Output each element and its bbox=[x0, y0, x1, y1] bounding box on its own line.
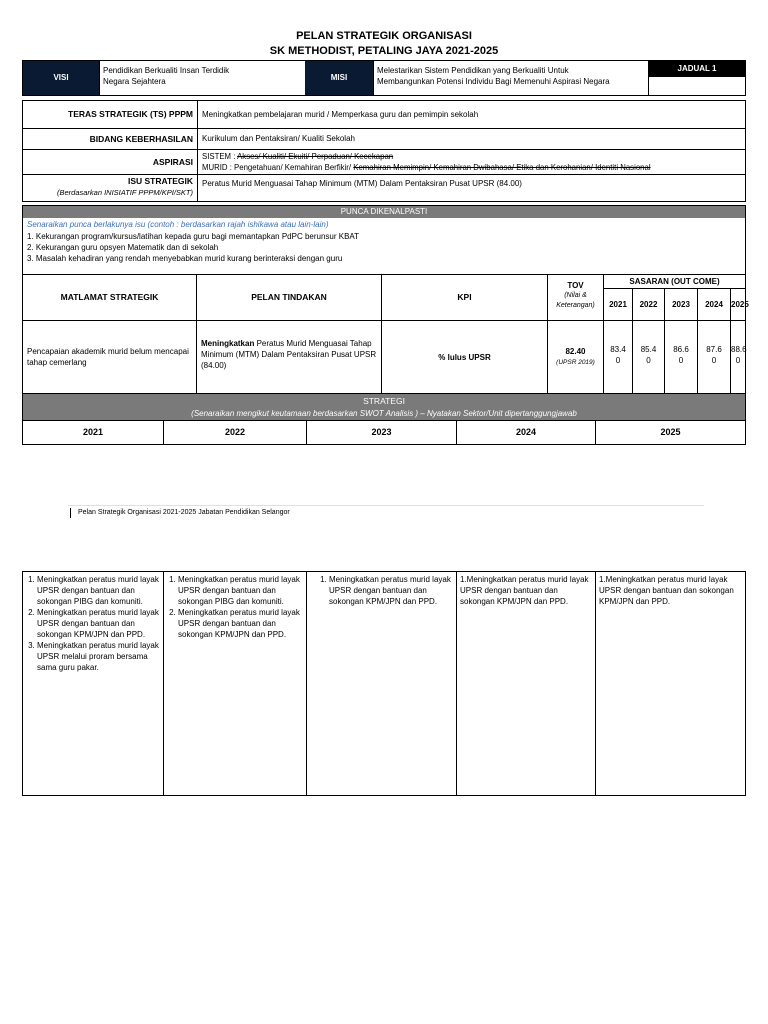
strategi-year-2025: 2025 bbox=[595, 421, 745, 444]
target-2023: 86.6 0 bbox=[664, 320, 697, 394]
visi-text bbox=[99, 61, 305, 95]
punca-item-2: 2. Kekurangan guru opsyen Matematik dan di sekolah bbox=[27, 243, 219, 252]
target-2024: 87.6 0 bbox=[697, 320, 730, 394]
header-row bbox=[22, 60, 746, 96]
teras-value: Meningkatkan pembelajaran murid / Memperkasa guru dan pemimpin sekolah bbox=[197, 101, 745, 128]
row-tov-note: (UPSR 2019) bbox=[556, 359, 595, 366]
aspirasi-label: ASPIRASI bbox=[152, 157, 193, 167]
col-kpi: KPI bbox=[381, 275, 547, 320]
aspirasi-value bbox=[197, 150, 745, 174]
bidang-label: BIDANG KEBERHASILAN bbox=[89, 134, 193, 144]
year-2024: 2024 bbox=[697, 289, 730, 320]
footer-bar bbox=[70, 508, 71, 518]
misi-label: MISI bbox=[305, 61, 373, 95]
bidang-row bbox=[22, 128, 746, 150]
target-2022: 85.4 0 bbox=[632, 320, 664, 394]
plan-col-2024: 1.Meningkatkan peratus murid layak UPSR dengan bantuan dan sokongan KPM/JPN dan PPD. bbox=[456, 572, 595, 795]
bidang-value: Kurikulum dan Pentaksiran/ Kualiti Sekolah bbox=[197, 129, 745, 149]
isu-sub: (Berdasarkan INISIATIF PPPM/KPI/SKT) bbox=[56, 188, 193, 197]
isu-label-block bbox=[23, 175, 197, 201]
punca-hint: Senaraikan punca berlakunya isu (contoh : berdasarkan rajah ishikawa atau lain-lain) bbox=[27, 220, 329, 229]
strategi-year-2021: 2021 bbox=[82, 427, 104, 437]
plan-list-2021 bbox=[25, 574, 160, 673]
year-2021: 2021 bbox=[603, 289, 632, 320]
row-pelan-bold: Meningkatkan bbox=[201, 339, 255, 348]
strategi-sub: (Senaraikan mengikut keutamaan berdasarkan SWOT Analisis ) – Nyatakan Sektor/Unit dipertanggungjawab bbox=[191, 409, 577, 418]
plan-item: 2. Meningkatkan peratus murid layak UPSR dengan bantuan dan sokongan KPM/JPN dan PPD. bbox=[37, 607, 160, 640]
row-matlamat: Pencapaian akademik murid belum mencapai tahap cemerlang bbox=[23, 320, 196, 394]
jadual-empty bbox=[648, 77, 745, 95]
document-title-line2: SK METHODIST, PETALING JAYA 2021-2025 bbox=[269, 45, 499, 57]
strategi-year-2024: 2024 bbox=[456, 421, 595, 444]
aspirasi-sistem bbox=[202, 151, 745, 162]
col-pelan: PELAN TINDAKAN bbox=[196, 275, 381, 320]
teras-row bbox=[22, 100, 746, 129]
strategi-years bbox=[22, 420, 746, 445]
aspirasi-sistem-prefix: SISTEM : bbox=[202, 152, 238, 161]
visi-text-line1: Pendidikan Berkualiti Insan Terdidik bbox=[103, 66, 230, 75]
row-pelan bbox=[196, 320, 381, 394]
target-table bbox=[22, 274, 749, 394]
plans-grid bbox=[22, 571, 746, 796]
footer-divider bbox=[68, 505, 704, 506]
strategi-band bbox=[22, 393, 746, 421]
aspirasi-murid bbox=[202, 162, 745, 173]
jadual-badge: JADUAL 1 bbox=[648, 61, 745, 77]
plan-list-2023 bbox=[317, 574, 453, 607]
aspirasi-murid-prefix: MURID : Pengetahuan/ Kemahiran Berfikir/ bbox=[202, 163, 354, 172]
plan-col-2025: 1.Meningkatkan peratus murid layak UPSR dengan bantuan dan sokongan KPM/JPN dan PPD. bbox=[595, 572, 745, 795]
col-tov-sub: (Nilai & Keterangan) bbox=[556, 292, 595, 309]
year-2022: 2022 bbox=[632, 289, 664, 320]
aspirasi-row bbox=[22, 149, 746, 175]
col-tov-label: TOV bbox=[567, 281, 584, 290]
misi-text bbox=[373, 61, 648, 95]
isu-label: ISU STRATEGIK bbox=[127, 176, 193, 186]
row-kpi: % lulus UPSR bbox=[381, 320, 547, 394]
plan-col-2022 bbox=[163, 572, 306, 795]
plan-col-2023 bbox=[306, 572, 456, 795]
visi-text-line2: Negara Sejahtera bbox=[103, 77, 166, 86]
plan-item: 2. Meningkatkan peratus murid layak UPSR dengan bantuan dan sokongan KPM/JPN dan PPD. bbox=[178, 607, 303, 640]
year-2025: 2025 bbox=[730, 289, 745, 320]
strategi-year-2023: 2023 bbox=[306, 421, 456, 444]
aspirasi-sistem-struck: Akses/ Kualiti/ Ekuiti/ Perpaduan/ Kecekapan bbox=[237, 152, 394, 161]
punca-header: PUNCA DIKENALPASTI bbox=[23, 206, 745, 218]
isu-row bbox=[22, 174, 746, 202]
punca-item-1: 1. Kekurangan program/kursus/latihan kepada guru bagi memantapkan PdPC berunsur KBAT bbox=[27, 232, 360, 241]
row-tov bbox=[547, 320, 603, 394]
misi-text-line2: Membangunkan Potensi Individu Bagi Memenuhi Aspirasi Negara bbox=[377, 77, 610, 86]
row-tov-value: 82.40 bbox=[565, 347, 586, 356]
plan-item: 3. Meningkatkan peratus murid layak UPSR melalui proram bersama sama guru pakar. bbox=[37, 640, 160, 673]
col-matlamat: MATLAMAT STRATEGIK bbox=[60, 292, 159, 302]
isu-value: Peratus Murid Menguasai Tahap Minimum (MTM) Dalam Pentaksiran Pusat UPSR (84.00) bbox=[197, 175, 745, 201]
plan-col-2021 bbox=[23, 572, 163, 795]
row-pelan-rest: Peratus Murid Menguasai Tahap Minimum (MTM) Dalam Pentaksiran Pusat UPSR (84.00) bbox=[201, 339, 377, 370]
punca-section bbox=[22, 205, 746, 275]
punca-item-3: 3. Masalah kehadiran yang rendah menyebabkan murid kurang berinteraksi dengan guru bbox=[27, 254, 343, 263]
col-sasaran: SASARAN (OUT COME) bbox=[603, 275, 745, 289]
document-title-line1: PELAN STRATEGIK ORGANISASI bbox=[296, 30, 472, 42]
visi-label: VISI bbox=[23, 61, 99, 95]
plan-item: 1. Meningkatkan peratus murid layak UPSR dengan bantuan dan sokongan PIBG dan komuniti. bbox=[178, 574, 303, 607]
aspirasi-murid-struck: Kemahiran Memimpin/ Kemahiran Dwibahasa/ Etika dan Kerohanian/ Identiti Nasional bbox=[353, 163, 651, 172]
year-2023: 2023 bbox=[664, 289, 697, 320]
misi-text-line1: Melestarikan Sistem Pendidikan yang Berkualiti Untuk bbox=[377, 66, 569, 75]
strategi-header: STRATEGI bbox=[363, 396, 405, 406]
col-tov bbox=[547, 275, 603, 320]
target-2021: 83.4 0 bbox=[603, 320, 632, 394]
plan-item: 1. Meningkatkan peratus murid layak UPSR dengan bantuan dan sokongan KPM/JPN dan PPD. bbox=[329, 574, 453, 607]
footer-note: Pelan Strategik Organisasi 2021-2025 Jabatan Pendidikan Selangor bbox=[78, 509, 290, 516]
target-2025: 88.6 0 bbox=[730, 320, 745, 394]
plan-item: 1. Meningkatkan peratus murid layak UPSR dengan bantuan dan sokongan PIBG dan komuniti. bbox=[37, 574, 160, 607]
plan-list-2022 bbox=[166, 574, 303, 640]
strategi-year-2022: 2022 bbox=[163, 421, 306, 444]
teras-label: TERAS STRATEGIK (TS) PPPM bbox=[68, 109, 193, 119]
